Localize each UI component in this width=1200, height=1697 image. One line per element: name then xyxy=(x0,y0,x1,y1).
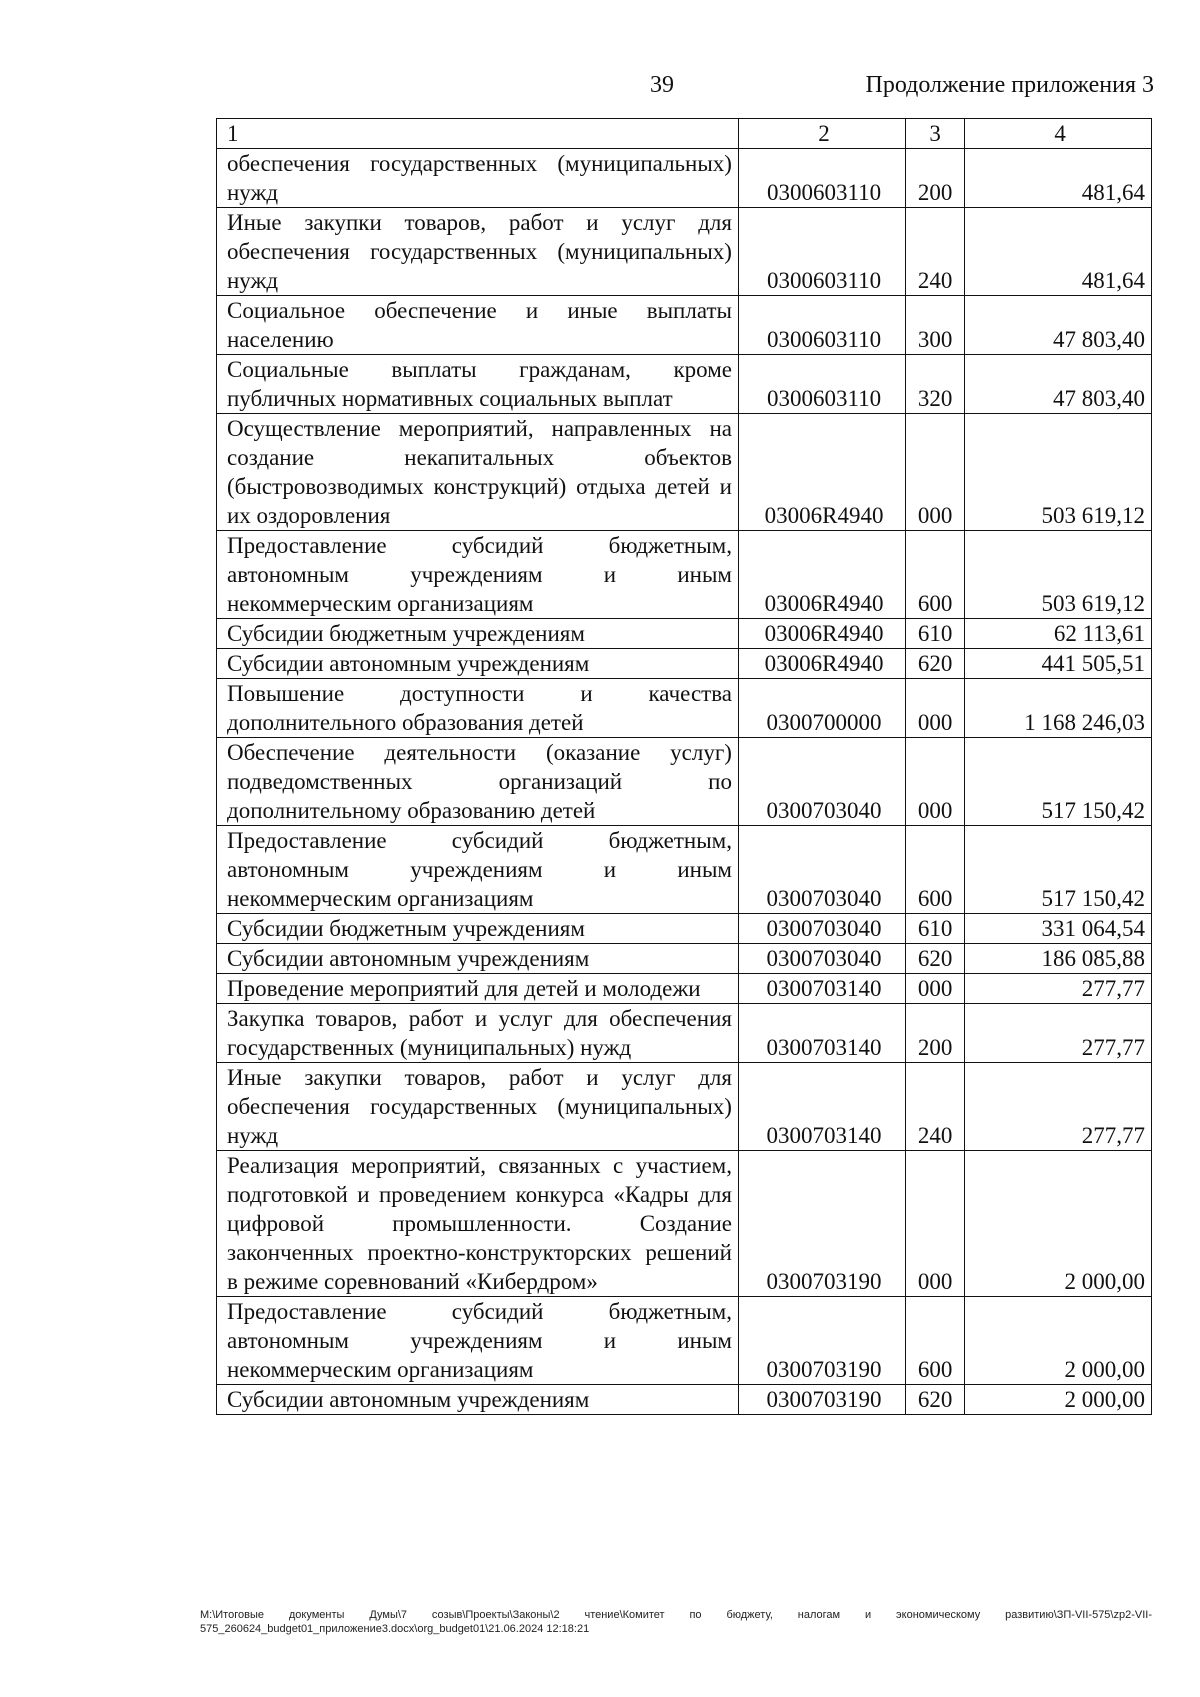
row-type: 610 xyxy=(906,914,965,944)
row-code: 03006R4940 xyxy=(738,619,905,649)
row-type: 000 xyxy=(906,679,965,738)
table-row xyxy=(217,1297,1152,1385)
table-row xyxy=(217,355,1152,414)
table-row xyxy=(217,531,1152,619)
table-row xyxy=(217,944,1152,974)
footer-file-path: М:\Итоговые документы Думы\7 созыв\Проекты\Законы\2 чтение\Комитет по бюджету, налогам и экономическому развитию\ЗП-VII-575\zp2-VII-575_260624_budget01_приложение3.docx\org_budget01\21.06.2024 12:18:21 xyxy=(200,1609,1152,1635)
row-name: Субсидии автономным учреждениям xyxy=(217,944,739,974)
row-amount: 277,77 xyxy=(965,1004,1152,1063)
row-name: Социальное обеспечение и иные выплаты населению xyxy=(217,296,739,355)
table-row xyxy=(217,414,1152,531)
table-header-row xyxy=(217,119,1152,149)
row-amount: 186 085,88 xyxy=(965,944,1152,974)
row-code: 03006R4940 xyxy=(738,531,905,619)
row-type: 200 xyxy=(906,1004,965,1063)
row-name: Иные закупки товаров, работ и услуг для обеспечения государственных (муниципальных) нужд xyxy=(217,1063,739,1151)
table-row xyxy=(217,296,1152,355)
row-amount: 62 113,61 xyxy=(965,619,1152,649)
table-body xyxy=(217,149,1152,1415)
row-type: 610 xyxy=(906,619,965,649)
row-amount: 2 000,00 xyxy=(965,1385,1152,1415)
row-name: Обеспечение деятельности (оказание услуг) подведомственных организаций по дополнительному образованию детей xyxy=(217,738,739,826)
row-amount: 481,64 xyxy=(965,149,1152,208)
table-row xyxy=(217,1063,1152,1151)
row-name: Предоставление субсидий бюджетным, автономным учреждениям и иным некоммерческим организациям xyxy=(217,1297,739,1385)
table-row xyxy=(217,1004,1152,1063)
row-amount: 2 000,00 xyxy=(965,1151,1152,1297)
row-amount: 517 150,42 xyxy=(965,826,1152,914)
page-number: 39 xyxy=(650,72,674,98)
row-name: Предоставление субсидий бюджетным, автономным учреждениям и иным некоммерческим организациям xyxy=(217,826,739,914)
row-type: 240 xyxy=(906,208,965,296)
row-type: 200 xyxy=(906,149,965,208)
row-type: 600 xyxy=(906,1297,965,1385)
row-type: 600 xyxy=(906,826,965,914)
table-row xyxy=(217,149,1152,208)
table-row xyxy=(217,914,1152,944)
table-row xyxy=(217,826,1152,914)
row-amount: 441 505,51 xyxy=(965,649,1152,679)
row-type: 320 xyxy=(906,355,965,414)
row-code: 0300703040 xyxy=(738,944,905,974)
row-code: 0300703140 xyxy=(738,1063,905,1151)
row-name: Проведение мероприятий для детей и молодежи xyxy=(217,974,739,1004)
row-code: 0300603110 xyxy=(738,355,905,414)
row-name: Субсидии бюджетным учреждениям xyxy=(217,914,739,944)
row-type: 000 xyxy=(906,1151,965,1297)
row-type: 000 xyxy=(906,738,965,826)
row-code: 0300703040 xyxy=(738,738,905,826)
row-code: 0300703040 xyxy=(738,826,905,914)
row-name: Закупка товаров, работ и услуг для обеспечения государственных (муниципальных) нужд xyxy=(217,1004,739,1063)
row-amount: 1 168 246,03 xyxy=(965,679,1152,738)
row-amount: 2 000,00 xyxy=(965,1297,1152,1385)
row-amount: 277,77 xyxy=(965,1063,1152,1151)
table-row xyxy=(217,738,1152,826)
row-amount: 331 064,54 xyxy=(965,914,1152,944)
row-name: Субсидии автономным учреждениям xyxy=(217,649,739,679)
row-code: 0300603110 xyxy=(738,296,905,355)
row-code: 0300703140 xyxy=(738,974,905,1004)
row-type: 240 xyxy=(906,1063,965,1151)
column-header-3: 3 xyxy=(906,119,965,149)
column-header-1: 1 xyxy=(217,119,739,149)
row-name: Субсидии бюджетным учреждениям xyxy=(217,619,739,649)
row-type: 620 xyxy=(906,649,965,679)
row-name: Повышение доступности и качества дополнительного образования детей xyxy=(217,679,739,738)
row-code: 0300700000 xyxy=(738,679,905,738)
row-code: 03006R4940 xyxy=(738,414,905,531)
table-row xyxy=(217,619,1152,649)
row-name: обеспечения государственных (муниципальных) нужд xyxy=(217,149,739,208)
table-row xyxy=(217,974,1152,1004)
row-amount: 47 803,40 xyxy=(965,296,1152,355)
row-code: 0300703190 xyxy=(738,1151,905,1297)
row-amount: 517 150,42 xyxy=(965,738,1152,826)
budget-table xyxy=(216,118,1152,1415)
row-code: 0300703040 xyxy=(738,914,905,944)
row-name: Иные закупки товаров, работ и услуг для обеспечения государственных (муниципальных) нужд xyxy=(217,208,739,296)
table-row xyxy=(217,208,1152,296)
row-code: 0300603110 xyxy=(738,208,905,296)
table-row xyxy=(217,679,1152,738)
row-name: Предоставление субсидий бюджетным, автономным учреждениям и иным некоммерческим организациям xyxy=(217,531,739,619)
row-amount: 47 803,40 xyxy=(965,355,1152,414)
column-header-4: 4 xyxy=(965,119,1152,149)
row-amount: 481,64 xyxy=(965,208,1152,296)
column-header-2: 2 xyxy=(738,119,905,149)
row-code: 0300703140 xyxy=(738,1004,905,1063)
continuation-label: Продолжение приложения 3 xyxy=(865,72,1154,98)
row-name: Социальные выплаты гражданам, кроме публичных нормативных социальных выплат xyxy=(217,355,739,414)
row-name: Осуществление мероприятий, направленных на создание некапитальных объектов (быстровозводимых конструкций) отдыха детей и их оздоровления xyxy=(217,414,739,531)
row-amount: 277,77 xyxy=(965,974,1152,1004)
row-amount: 503 619,12 xyxy=(965,414,1152,531)
row-code: 0300703190 xyxy=(738,1385,905,1415)
row-name: Субсидии автономным учреждениям xyxy=(217,1385,739,1415)
row-type: 620 xyxy=(906,944,965,974)
row-name: Реализация мероприятий, связанных с участием, подготовкой и проведением конкурса «Кадры для цифровой промышленности. Создание законченных проектно-конструкторских решений в режиме соревнований «Кибердром» xyxy=(217,1151,739,1297)
row-code: 0300703190 xyxy=(738,1297,905,1385)
table-row xyxy=(217,1385,1152,1415)
table-row xyxy=(217,649,1152,679)
table-row xyxy=(217,1151,1152,1297)
row-type: 620 xyxy=(906,1385,965,1415)
row-code: 03006R4940 xyxy=(738,649,905,679)
row-type: 000 xyxy=(906,974,965,1004)
row-type: 300 xyxy=(906,296,965,355)
row-type: 000 xyxy=(906,414,965,531)
row-code: 0300603110 xyxy=(738,149,905,208)
row-amount: 503 619,12 xyxy=(965,531,1152,619)
row-type: 600 xyxy=(906,531,965,619)
